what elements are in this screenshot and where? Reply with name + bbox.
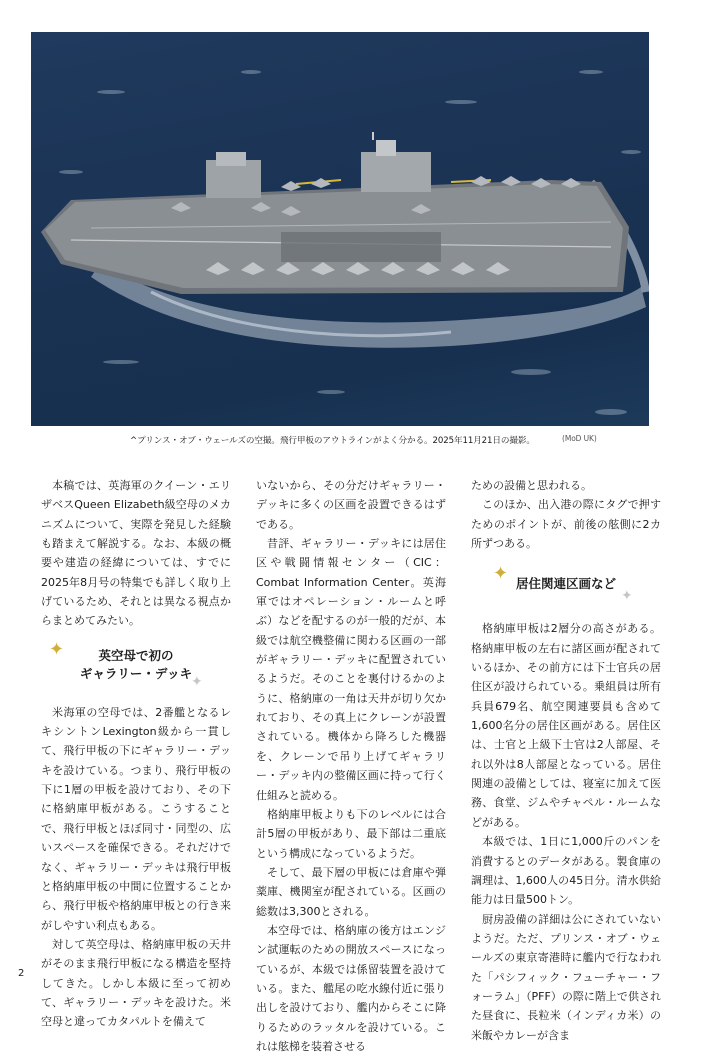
heading-line-1: 英空母で初の: [98, 647, 174, 663]
text-column-3: [471, 476, 661, 1045]
paragraph: ための設備と思われる。: [471, 479, 592, 492]
sparkle-icon: ✦: [49, 638, 65, 660]
heading-text: 居住関連区画など: [515, 576, 616, 592]
paragraph: 昔評、ギャラリー・デッキには居住区や戦闘情報センター（CIC：Combat Information Center。英海軍ではオペレーション・ルームと呼ぶ）などを配するのが一般的だが、本級では航空機整備に関わる区画の一部がギャラリー・デッキに配置されているようだ。そのことを裏付けるかのように、格納庫の一角は天井が切り欠かれており、その真上にクレーンが設置されている。機体から降ろした機器を、クレーンで吊り上げてギャラリー・デッキ内の整備区画に持って行く仕組みと読める。: [256, 537, 446, 802]
paragraph: 厨房設備の詳細は公にされていないようだ。ただ、プリンス・オブ・ウェールズの東京寄港時に艦内で行なわれた「パシフィック・フューチャー・フォーラム」（PFF）の際に階上で供された昼食に、長粒米（インディカ米）の米飯やカレーが含ま: [471, 912, 661, 1042]
photo-caption: [130, 434, 597, 446]
sparkle-icon: ✦: [493, 563, 509, 585]
carrier-photo: [31, 32, 649, 426]
paragraph: いないから、その分だけギャラリー・デッキに多くの区画を設置できるはずである。: [256, 479, 446, 531]
text-column-1: [41, 476, 231, 1032]
paragraph: 格納庫甲板よりも下のレベルには合計5層の甲板があり、最下部は二重底という構成になっているようだ。: [256, 807, 446, 860]
section-heading-living-quarters: [471, 563, 661, 605]
paragraph: 本稿では、英海軍のクイーン・エリザベスQueen Elizabeth級空母のメカニズムについて、実際を発見した経験も踏まえて解説する。なお、本級の概要や建造の経緯については、すでに2025年8月号の特集でも詳しく取り上げているため、それとは異なる視点からまとめてみたい。: [41, 479, 231, 628]
page-number: 2: [18, 968, 25, 979]
text-column-2: [256, 476, 446, 1056]
sparkle-icon: ✦: [191, 673, 203, 690]
sparkle-icon: ✦: [621, 588, 633, 605]
caption-text: ^プリンス・オブ・ウェールズの空撮。飛行甲板のアウトラインがよく分かる。2025年11月21日の撮影。: [130, 436, 535, 446]
photo-credit: (MoD UK): [562, 434, 597, 443]
paragraph: 本空母では、格納庫の後方はエンジン試運転のための開放スペースになっているが、本級では係留装置を設けている。また、艦尾の吃水線付近に張り出しを設けており、艦内からそこに降りるためのラッタルを設けている。これは舷梯を装着させる: [256, 923, 446, 1053]
section-heading-gallery-deck: [41, 638, 231, 690]
paragraph: 本級では、1日に1,000斤のパンを消費するとのデータがある。製食庫の調理は、1,600人の45日分。清水供給能力は日量500トン。: [471, 835, 661, 907]
carrier-illustration: [31, 32, 649, 426]
paragraph: 格納庫甲板は2層分の高さがある。格納庫甲板の左右に諸区画が配されているほか、その前方には下士官兵の居住区が設けられている。乗組員は所有兵員679名、航空関連要員も含めて1,600名分の居住区画がある。居住区は、士官と上級下士官は2人部屋、それ以外は8人部屋となっている。居住関連の設備としては、寝室に加えて医務、食堂、ジムやチャペル・ルームなどがある。: [471, 622, 661, 829]
paragraph: そして、最下層の甲板には倉庫や弾薬庫、機関室が配されている。区画の総数は3,300とされる。: [256, 865, 446, 918]
paragraph: 米海軍の空母では、2番艦となるレキシントンLexington級から一貫して、飛行甲板の下にギャラリー・デッキを設けている。つまり、飛行甲板の下に1層の甲板を設けており、その下に格納庫甲板がある。こうすることで、飛行甲板とほぼ同寸・同型の、広いスペースを確保できる。それだけでなく、ギャラリー・デッキは飛行甲板と格納庫甲板の中間に位置することから、飛行甲板や格納庫甲板との行き来がしやすい利点もある。: [41, 705, 231, 932]
paragraph: このほか、出入港の際にタグで押すためのポイントが、前後の舷側に2カ所ずつある。: [471, 498, 661, 551]
paragraph: 対して英空母は、格納庫甲板の天井がそのまま飛行甲板になる構造を堅持してきた。しかし本級に至って初めて、ギャラリー・デッキを設けた。米空母と違ってカタパルトを備えて: [41, 937, 231, 1029]
heading-line-2: ギャラリー・デッキ: [79, 665, 193, 681]
